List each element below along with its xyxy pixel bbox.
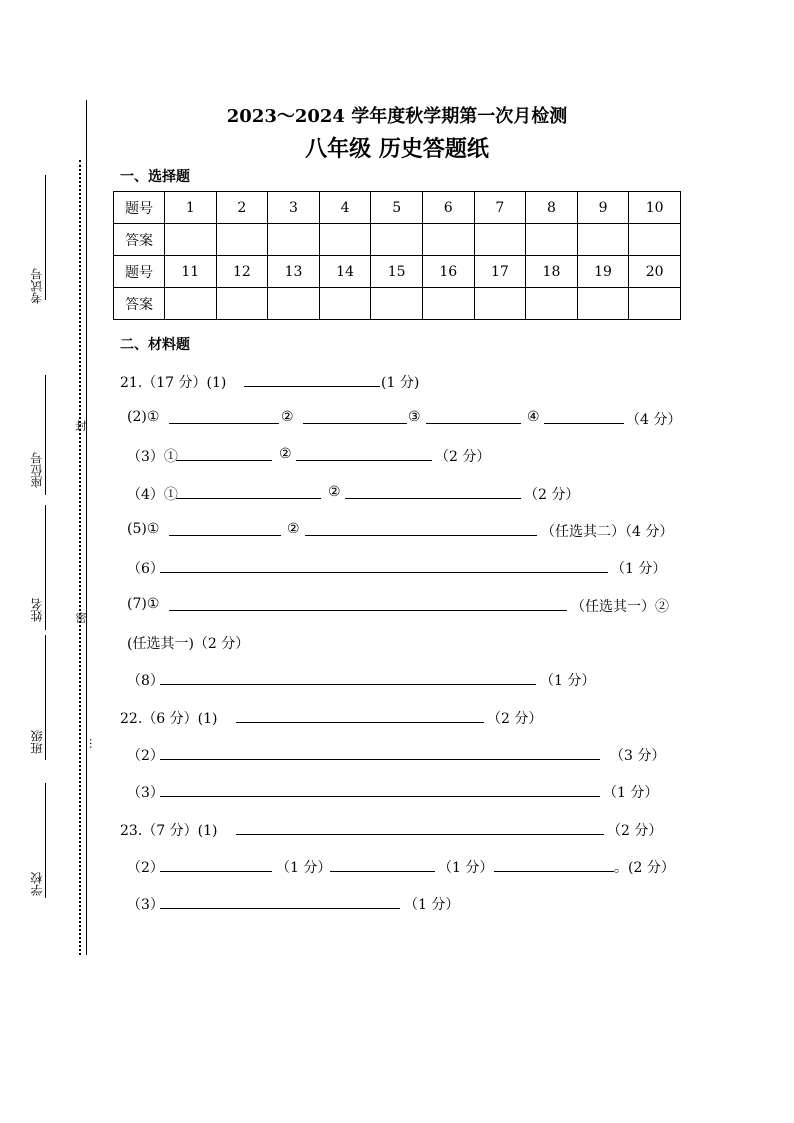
answer-blank[interactable] bbox=[544, 409, 624, 424]
q-text: ③ bbox=[408, 409, 421, 425]
q-label: 题号 bbox=[114, 256, 165, 288]
q-score: （任选其二）（4 分） bbox=[541, 524, 674, 540]
question-line bbox=[0, 521, 794, 541]
table-row bbox=[114, 224, 681, 256]
question-line bbox=[0, 409, 794, 429]
question-line bbox=[0, 372, 794, 392]
section-choice: 一、选择题 bbox=[120, 169, 190, 185]
answer-cell[interactable] bbox=[371, 224, 423, 256]
answer-blank[interactable] bbox=[169, 409, 279, 424]
q-text: (7)① bbox=[127, 596, 160, 612]
answer-cell[interactable] bbox=[422, 224, 474, 256]
answer-cell[interactable] bbox=[165, 288, 217, 320]
q-text: （6） bbox=[127, 561, 164, 577]
answer-blank[interactable] bbox=[160, 558, 608, 573]
class-label: 班级 bbox=[30, 730, 44, 754]
q-text: （3） bbox=[127, 785, 164, 801]
q-number: 18 bbox=[526, 256, 578, 288]
answer-cell[interactable] bbox=[526, 224, 578, 256]
answer-blank[interactable] bbox=[244, 372, 380, 387]
answer-cell[interactable] bbox=[577, 288, 629, 320]
question-line bbox=[0, 670, 794, 690]
q-score: （1 分） bbox=[404, 897, 460, 913]
q-text: （3） bbox=[127, 897, 164, 913]
q-text: （2） bbox=[127, 748, 164, 764]
q-text: ② bbox=[279, 446, 292, 462]
q-score: (任选其一)（2 分） bbox=[127, 636, 250, 652]
answer-blank[interactable] bbox=[160, 857, 272, 872]
school-label: 学校 bbox=[30, 872, 44, 896]
answer-blank[interactable] bbox=[169, 596, 567, 611]
question-line bbox=[0, 484, 794, 504]
answer-blank[interactable] bbox=[236, 708, 484, 723]
q-number: 20 bbox=[629, 256, 681, 288]
question-line bbox=[0, 558, 794, 578]
exam-no-line bbox=[45, 175, 46, 300]
q-score: （2 分） bbox=[524, 487, 580, 503]
answer-blank[interactable] bbox=[296, 446, 432, 461]
answer-cell[interactable] bbox=[319, 288, 371, 320]
q-number: 2 bbox=[216, 192, 268, 224]
q-label: 题号 bbox=[114, 192, 165, 224]
table-row bbox=[114, 256, 681, 288]
seat-no-label: 座位号 bbox=[30, 452, 44, 488]
answer-cell[interactable] bbox=[422, 288, 474, 320]
answer-blank[interactable] bbox=[303, 409, 407, 424]
q-score: 。(2 分） bbox=[614, 860, 675, 876]
answer-blank[interactable] bbox=[426, 409, 521, 424]
question-line bbox=[0, 446, 794, 466]
q-number: 7 bbox=[474, 192, 526, 224]
class-line bbox=[45, 635, 46, 760]
q-text: (5)① bbox=[127, 521, 160, 537]
q-text: ② bbox=[287, 521, 300, 537]
answer-cell[interactable] bbox=[371, 288, 423, 320]
a-label: 答案 bbox=[114, 224, 165, 256]
answer-cell[interactable] bbox=[319, 224, 371, 256]
q-text: 23.（7 分）(1) bbox=[120, 823, 218, 839]
answer-blank[interactable] bbox=[494, 857, 614, 872]
q-text: ② bbox=[281, 409, 294, 425]
q-number: 9 bbox=[577, 192, 629, 224]
section-material: 二、材料题 bbox=[120, 337, 190, 353]
answer-blank[interactable] bbox=[345, 484, 521, 499]
q-number: 11 bbox=[165, 256, 217, 288]
page-subtitle: 八年级 历史答题纸 bbox=[305, 137, 489, 162]
question-line bbox=[0, 596, 794, 616]
answer-cell[interactable] bbox=[268, 224, 320, 256]
q-score: （1 分） bbox=[611, 561, 667, 577]
question-line bbox=[0, 708, 794, 728]
q-number: 14 bbox=[319, 256, 371, 288]
q-number: 8 bbox=[526, 192, 578, 224]
answer-cell[interactable] bbox=[216, 288, 268, 320]
answer-blank[interactable] bbox=[160, 782, 600, 797]
answer-cell[interactable] bbox=[268, 288, 320, 320]
q-score: （1 分） bbox=[540, 673, 596, 689]
answer-cell[interactable] bbox=[165, 224, 217, 256]
question-line bbox=[0, 894, 794, 914]
answer-blank[interactable] bbox=[160, 894, 400, 909]
answer-blank[interactable] bbox=[169, 521, 281, 536]
name-label: 姓名 bbox=[30, 598, 44, 622]
answer-blank[interactable] bbox=[176, 484, 321, 499]
seal-mark-feng: 封 bbox=[74, 420, 87, 431]
question-line bbox=[0, 782, 794, 802]
question-line bbox=[0, 633, 794, 653]
q-text: ② bbox=[328, 484, 341, 500]
answer-cell[interactable] bbox=[629, 288, 681, 320]
q-text: （4）① bbox=[127, 487, 178, 503]
seat-no-line bbox=[45, 375, 46, 495]
answer-cell[interactable] bbox=[216, 224, 268, 256]
page-title: 2023～2024 学年度秋学期第一次月检测 bbox=[226, 106, 568, 127]
q-number: 5 bbox=[371, 192, 423, 224]
q-score: （2 分） bbox=[607, 823, 663, 839]
q-score: （1 分） bbox=[603, 785, 659, 801]
answer-blank[interactable] bbox=[236, 820, 604, 835]
table-row bbox=[114, 192, 681, 224]
seal-mark-xian: … bbox=[87, 738, 100, 749]
q-number: 19 bbox=[577, 256, 629, 288]
q-number: 12 bbox=[216, 256, 268, 288]
answer-cell[interactable] bbox=[474, 288, 526, 320]
answer-cell[interactable] bbox=[474, 224, 526, 256]
q-score: （2 分） bbox=[487, 711, 543, 727]
q-number: 3 bbox=[268, 192, 320, 224]
q-text: ④ bbox=[527, 409, 540, 425]
q-text: （8） bbox=[127, 673, 164, 689]
seal-mark-mi: 密 bbox=[74, 612, 87, 623]
answer-grid bbox=[113, 191, 681, 320]
answer-cell[interactable] bbox=[577, 224, 629, 256]
question-line bbox=[0, 820, 794, 840]
q-text: （任选其一）② bbox=[571, 599, 669, 615]
answer-blank[interactable] bbox=[305, 521, 537, 536]
question-line bbox=[0, 857, 794, 877]
q-number: 6 bbox=[422, 192, 474, 224]
q-score: （2 分） bbox=[435, 449, 491, 465]
q-text: 22.（6 分）(1) bbox=[120, 711, 218, 727]
answer-cell[interactable] bbox=[629, 224, 681, 256]
q-text: （2） bbox=[127, 860, 164, 876]
answer-cell[interactable] bbox=[526, 288, 578, 320]
q-number: 10 bbox=[629, 192, 681, 224]
answer-blank[interactable] bbox=[160, 745, 600, 760]
q-text: 21.（17 分）(1) bbox=[120, 375, 227, 391]
q-number: 15 bbox=[371, 256, 423, 288]
q-number: 17 bbox=[474, 256, 526, 288]
q-number: 1 bbox=[165, 192, 217, 224]
q-score: （1 分） bbox=[276, 860, 332, 876]
q-score: (1 分) bbox=[381, 375, 420, 391]
q-number: 16 bbox=[422, 256, 474, 288]
question-line bbox=[0, 745, 794, 765]
q-text: (2)① bbox=[127, 409, 160, 425]
answer-blank[interactable] bbox=[160, 670, 536, 685]
exam-no-label: 考试号 bbox=[30, 268, 44, 304]
answer-blank[interactable] bbox=[330, 857, 435, 872]
table-row bbox=[114, 288, 681, 320]
q-score: （3 分） bbox=[610, 748, 666, 764]
a-label: 答案 bbox=[114, 288, 165, 320]
q-number: 13 bbox=[268, 256, 320, 288]
q-number: 4 bbox=[319, 192, 371, 224]
q-score: （1 分） bbox=[438, 860, 494, 876]
q-text: （3）① bbox=[127, 449, 178, 465]
q-score: （4 分） bbox=[626, 412, 682, 428]
answer-blank[interactable] bbox=[176, 446, 272, 461]
